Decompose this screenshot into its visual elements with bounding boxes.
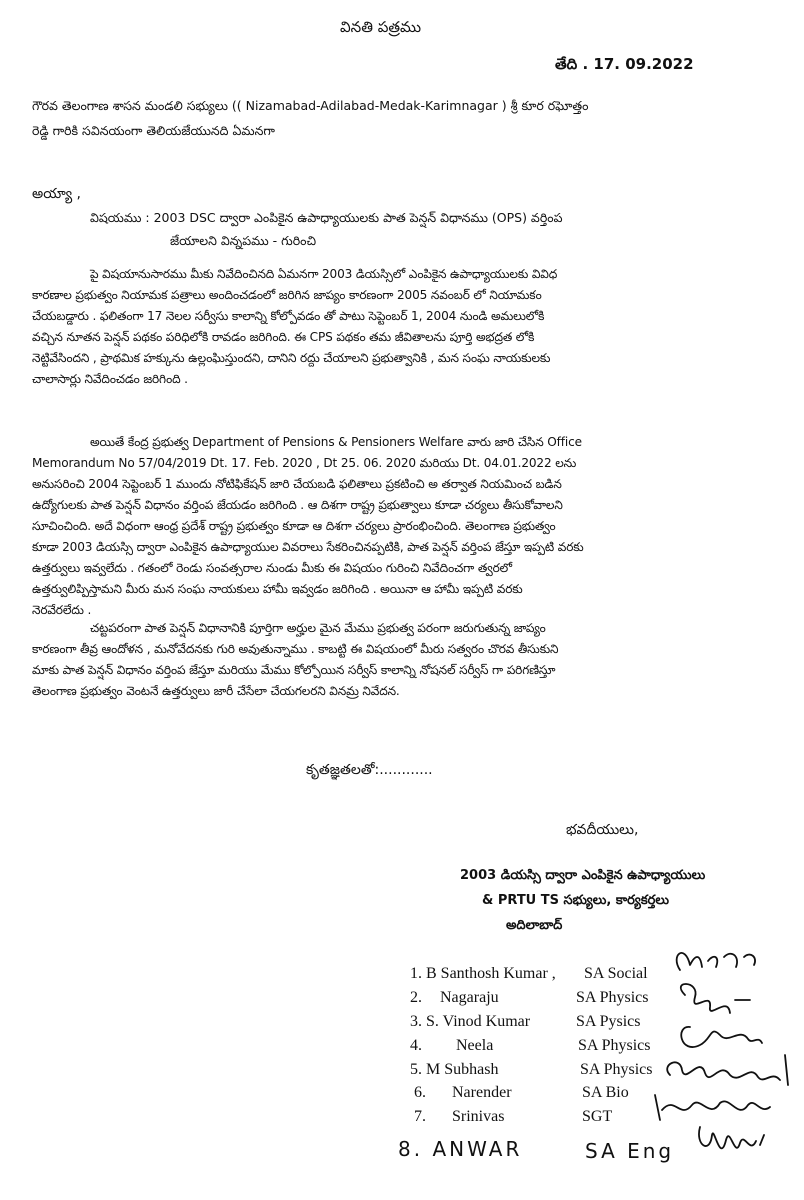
member-name: Srinivas [452,1108,505,1125]
member-name: B Santhosh Kumar , [426,965,556,982]
signature-6 [699,1127,764,1148]
member-number: 1. [410,965,422,982]
signature-3 [681,1027,762,1047]
member-row [410,965,556,983]
letter-date: తేది . 17. 09.2022 [555,55,694,73]
signature-2 [681,984,750,1013]
member-name: Narender [452,1084,512,1101]
salutation: అయ్యా , [32,186,82,202]
paragraph-1-line: చాలాసార్లు నివేదించడం జరిగింది . [32,372,188,386]
member-post: SA Physics [578,1037,651,1054]
paragraph-2 [32,432,780,621]
member-number: 2. [410,989,422,1006]
yours-faithfully: భవదీయులు, [566,822,639,838]
signatory-line-1: 2003 డియస్సి ద్వారా ఎంపికైన ఉపాధ్యాయులు [460,868,706,883]
paragraph-3-line: తెలంగాణ ప్రభుత్వం వెంటనే ఉత్తర్వులు జారీ చేసేలా చేయగలరని వినమ్ర నివేదన. [32,684,400,698]
paragraph-2-line: సూచించింది. అదే విధంగా ఆంధ్ర ప్రదేశ్ రాష్ట్ర ప్రభుత్వం కూడా ఆ దిశగా చర్యలు ప్రారంభించింది. తెలంగాణ ప్రభుత్వం [32,519,556,533]
paragraph-1 [32,264,780,390]
paragraph-1-line: కారణాల ప్రభుత్వం నియామక పత్రాలు అందించడంలో జరిగిన జాప్యం కారణంగా 2005 నవంబర్ లో నియామకం [32,288,542,302]
member-name: Neela [456,1037,494,1054]
signature-5 [655,1095,770,1120]
member-number: 8. [398,1137,424,1161]
signature-1 [677,953,755,970]
member-post: SA Social [584,965,648,982]
member-row [410,1061,498,1079]
paragraph-2-line: ఉత్తర్వులు ఇవ్వలేదు . గతంలో రెండు సంవత్సరాల నుండు మీకు ఈ విషయం గురించి నివేదించగా త్వరలో [32,561,512,575]
signatory-line-3: అదిలాబాద్ [506,918,563,933]
paragraph-2-line: కూడా 2003 డియస్సి ద్వారా ఎంపికైన ఉపాధ్యాయుల వివరాలు సేకరించినప్పటికి, పాత పెన్షన్ వర్తింప జేస్తూ ఇప్పటి వరకు [32,540,584,554]
paragraph-1-line: నెట్టివేసిందని , ప్రాథమిక హక్కును ఉల్లంఘిస్తుందని, దానిని రద్దు చేయాలని ప్రభుత్వానికి , మన సంఘ నాయకులకు [32,351,551,365]
member-name: Nagaraju [440,989,499,1006]
paragraph-2-line: ఉత్తర్వులిప్పిస్తామని మీరు మన సంఘ నాయకులు హామీ ఇవ్వడం జరిగింది . అయినా ఆ హామీ ఇప్పటి వరకు [32,582,523,596]
member-name: S. Vinod Kumar [426,1013,531,1030]
paragraph-2-line: అనుసరించి 2004 సెప్టెంబర్ 1 ముందు నోటిఫికేషన్ జారి చేయబడి ఫలితాలు ప్రకటించి అ తర్వాత నియమించ బడిన [32,477,562,491]
member-row-handwritten [398,1137,522,1161]
member-number: 4. [410,1037,422,1054]
member-number: 5. [410,1061,422,1078]
member-post: SA Physics [580,1061,653,1078]
member-number: 6. [414,1084,426,1101]
paragraph-3-line: మాకు పాత పెన్షన్ విధానం వర్తింప జేస్తూ మరియు మేము కోల్పోయిన సర్వీస్ కాలాన్ని నోషనల్ సర్వీస్ గా పరిగణిస్తూ [32,663,556,677]
address-line-1: గౌరవ తెలంగాణ శాసన మండలి సభ్యులు (( Nizamabad-Adilabad-Medak-Karimnagar ) శ్రీ కూర రఘోత్తం [32,98,589,113]
member-post: SA Eng [585,1139,675,1163]
signature-4 [667,1055,788,1085]
paragraph-2-line: అయితే కేంద్ర ప్రభుత్వ Department of Pensions & Pensioners Welfare వారు జారి చేసిన Office [90,435,582,449]
paragraph-2-line: నెరవేరలేదు . [32,603,92,617]
member-row [410,1013,530,1031]
subject-line-1: విషయము : 2003 DSC ద్వారా ఎంపికైన ఉపాధ్యాయులకు పాత పెన్షన్ విధానము (OPS) వర్తింప [90,210,563,225]
paragraph-1-line: వచ్చిన నూతన పెన్షన్ పథకం పరిధిలోకి రావడం జరిగింది. ఈ CPS పథకం తమ జీవితాలను పూర్తి అభద్రత లోకి [32,330,535,344]
address-line-2: రెడ్డి గారికి సవినయంగా తెలియజేయునది ఏమనగా [32,123,275,138]
member-post: SA Physics [576,989,649,1006]
paragraph-3-line: చట్టపరంగా పాత పెన్షన్ విధానానికి పూర్తిగా అర్హుల మైన మేము ప్రభుత్వ పరంగా జరుగుతున్న జాప్యం [90,621,546,635]
signatory-line-2: & PRTU TS సభ్యులు, కార్యకర్తలు [482,893,670,908]
member-number: 3. [410,1013,422,1030]
paragraph-2-line: ఉద్యోగులకు పాత పెన్షన్ విధానం వర్తింప జేయడం జరిగింది . ఆ దిశగా రాష్ట్ర ప్రభుత్వాలు కూడా చర్యలు తీసుకోవాలని [32,498,563,512]
subject-line-2: జేయాలని విన్నపము - గురించి [170,233,317,248]
paragraph-1-line: చేయబడ్డారు . ఫలితంగా 17 నెలల సర్వీసు కాలాన్ని కోల్పోవడం తో పాటు సెప్టెంబర్ 1, 2004 నుండి అమలులోకి [32,309,545,323]
member-name: ANWAR [432,1137,523,1161]
member-name: M Subhash [426,1061,499,1078]
member-number: 7. [414,1108,426,1125]
member-post: SA Pysics [576,1013,641,1030]
paragraph-3 [32,618,780,702]
paragraph-1-line: పై విషయానుసారము మీకు నివేదించినది ఏమనగా 2003 డియస్సిలో ఎంపికైన ఉపాధ్యాయులకు వివిధ [90,267,558,281]
letter-title: వినతి పత్రము [340,18,422,36]
signatures-graphic [640,935,800,1175]
thanks-line: కృతజ్ఞతలతో:............ [306,762,433,778]
paragraph-2-line: Memorandum No 57/04/2019 Dt. 17. Feb. 2020 , Dt 25. 06. 2020 మరియు Dt. 04.01.2022 లను [32,456,577,470]
member-post: SA Bio [582,1084,629,1101]
member-post: SGT [582,1108,613,1125]
paragraph-3-line: కారణంగా తీవ్ర ఆందోళన , మనోవేదనకు గురి అవుతున్నాము . కాబట్టి ఈ విషయంలో మీరు సత్వరం చొరవ తీసుకుని [32,642,559,656]
